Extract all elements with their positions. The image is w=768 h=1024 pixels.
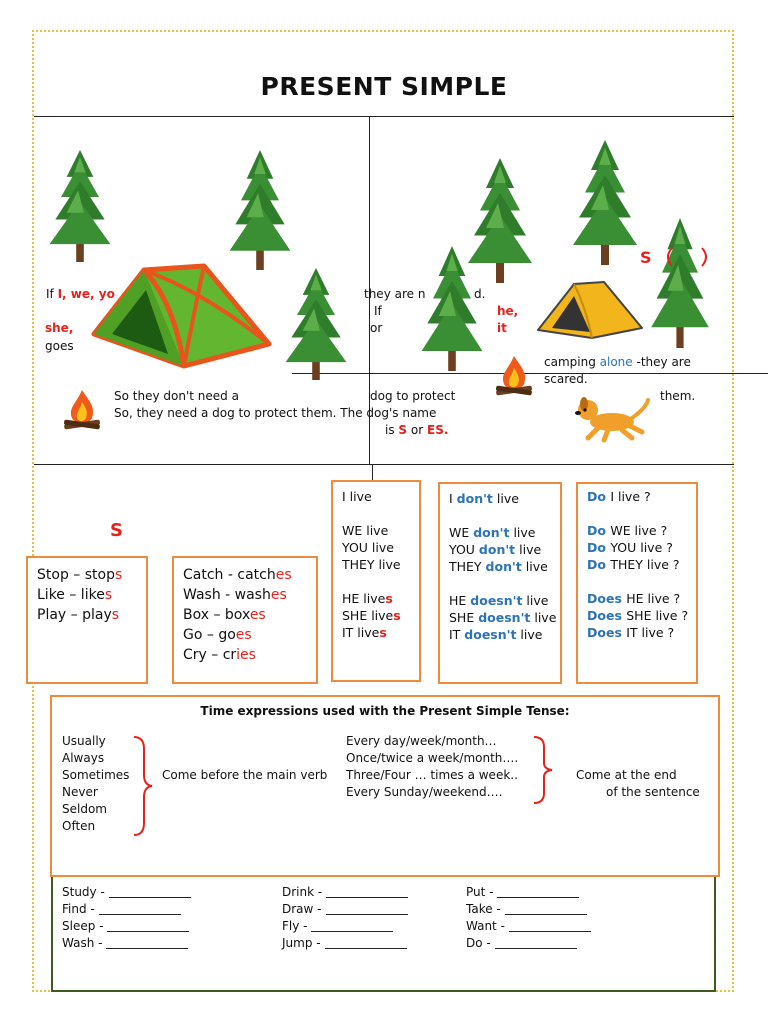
question-row <box>587 488 688 505</box>
story-she: she, <box>45 321 74 335</box>
negative-box <box>438 482 562 684</box>
verb-ending: s <box>385 591 393 606</box>
story-he: he, <box>497 304 519 318</box>
rule-base: Cry – cr <box>183 647 237 663</box>
affirmative-row <box>342 488 401 505</box>
story-s-mark: S <box>640 248 652 267</box>
rules-es-list <box>183 565 292 665</box>
verb-form: HE live <box>342 591 386 606</box>
question-row <box>587 522 688 539</box>
campfire-icon <box>62 388 102 432</box>
negative-row <box>449 592 556 609</box>
question-row <box>587 607 688 624</box>
story-pronouns: I, we, yo <box>57 287 115 301</box>
negative-row <box>449 626 556 643</box>
subject: HE <box>449 593 471 608</box>
exercise-verb: Study - <box>62 885 105 899</box>
exercise-verb: Sleep - <box>62 919 104 933</box>
adverb-item: Sometimes <box>62 768 130 782</box>
right-bracket-icon <box>530 735 556 805</box>
rule-ending: es <box>275 567 292 583</box>
answer-blank[interactable] <box>326 897 408 898</box>
exercise-item <box>62 918 191 935</box>
rule-ending: s <box>114 567 123 583</box>
negative-row <box>449 507 556 524</box>
exercise-item <box>62 884 191 901</box>
rules-es-box <box>172 556 318 684</box>
adverb-item: Always <box>62 751 105 765</box>
phrase-item: Once/twice a week/month…. <box>346 751 519 765</box>
exercise-verb: Wash - <box>62 936 103 950</box>
story-camping: camping <box>544 355 596 369</box>
answer-blank[interactable] <box>325 948 407 949</box>
answer-blank[interactable] <box>505 914 587 915</box>
affirmative-row <box>342 624 401 641</box>
time-expressions-box <box>50 695 720 877</box>
pine-tree-icon <box>680 218 681 219</box>
story-scared: scared. <box>544 372 588 386</box>
question-rest: IT live ? <box>626 625 675 640</box>
subject: I <box>449 491 457 506</box>
rule-base: Like – like <box>37 587 105 603</box>
pine-tree-icon <box>500 158 501 159</box>
question-rest: SHE live ? <box>626 608 689 623</box>
exercise-verb: Jump - <box>282 936 321 950</box>
subject: IT <box>449 627 465 642</box>
before-main-verb: Come before the main verb <box>162 768 328 782</box>
answer-blank[interactable] <box>495 948 577 949</box>
rule-item <box>183 585 292 605</box>
verb-ending: s <box>393 608 401 623</box>
verb: live <box>530 610 557 625</box>
divider-middle <box>34 464 734 465</box>
story-goes: goes <box>45 339 74 353</box>
auxiliary: Do <box>587 523 611 538</box>
auxiliary: doesn't <box>464 627 517 642</box>
affirmative-row <box>342 607 401 624</box>
affirmative-box <box>331 480 421 682</box>
story-camping-rest: -they are <box>636 355 691 369</box>
negative-row <box>449 524 556 541</box>
affirmative-row <box>342 573 401 590</box>
exercise-item <box>466 935 591 952</box>
verb-form: THEY live <box>342 557 401 572</box>
affirmative-row <box>342 505 401 522</box>
auxiliary: Do <box>587 557 611 572</box>
rule-ending: ies <box>236 647 256 663</box>
exercise-item <box>282 918 408 935</box>
story-need-a: So they don't need a <box>114 389 239 403</box>
subject: WE <box>449 525 474 540</box>
rule-ending: es <box>270 587 287 603</box>
answer-blank[interactable] <box>106 948 188 949</box>
story-alone: alone <box>599 355 633 369</box>
question-rest: YOU live ? <box>610 540 673 555</box>
come-at-end: Come at the end <box>576 768 677 782</box>
pine-tree-icon <box>80 150 81 151</box>
exercise-verb: Find - <box>62 902 95 916</box>
story-is-line <box>385 422 448 439</box>
red-bracket-icon <box>660 246 714 268</box>
negative-row <box>449 541 556 558</box>
rule-ending: s <box>111 607 120 623</box>
question-row <box>587 505 688 522</box>
exercise-verb: Want - <box>466 919 505 933</box>
question-row <box>587 556 688 573</box>
s-heading: S <box>110 520 123 541</box>
story-or: or <box>370 321 383 335</box>
auxiliary: don't <box>485 559 522 574</box>
rule-ending: es <box>249 607 266 623</box>
phrase-item: Three/Four … times a week.. <box>346 768 518 782</box>
exercise-verb: Put - <box>466 885 494 899</box>
verb: live <box>492 491 519 506</box>
story-if-2: If <box>374 304 382 318</box>
story-they-end: d. <box>474 287 486 301</box>
auxiliary: doesn't <box>470 593 523 608</box>
pine-tree-icon <box>605 140 606 141</box>
rule-item <box>37 605 122 625</box>
adverb-item: Usually <box>62 734 106 748</box>
exercise-item <box>466 884 591 901</box>
exercise-item <box>282 901 408 918</box>
verb: live <box>516 627 543 642</box>
verb-form: YOU live <box>342 540 394 555</box>
rule-base: Play – play <box>37 607 112 623</box>
exercise-item <box>466 918 591 935</box>
phrase-item: Every Sunday/weekend…. <box>346 785 503 799</box>
dog-icon <box>574 394 652 442</box>
answer-blank[interactable] <box>326 914 408 915</box>
story-is: is <box>385 423 395 437</box>
answer-blank[interactable] <box>509 931 591 932</box>
exercise-item <box>282 935 408 952</box>
negative-list <box>449 490 556 643</box>
time-heading: Time expressions used with the Present Simple Tense: <box>200 704 570 718</box>
story-camping-line <box>544 354 691 371</box>
story-if-line <box>46 286 115 303</box>
story-dog-protect: dog to protect <box>370 389 456 403</box>
exercise-verb: Do - <box>466 936 491 950</box>
rules-s-box <box>26 556 148 684</box>
exercise-col-1 <box>62 884 191 952</box>
question-row <box>587 590 688 607</box>
subject: YOU <box>449 542 479 557</box>
rule-ending: es <box>235 627 252 643</box>
adverb-item: Never <box>62 785 98 799</box>
page-title: PRESENT SIMPLE <box>260 72 508 101</box>
story-them: them. <box>660 389 696 403</box>
answer-blank[interactable] <box>497 897 579 898</box>
adverb-item: Seldom <box>62 802 107 816</box>
exercise-item <box>466 901 591 918</box>
story-es: ES. <box>427 423 449 437</box>
question-rest: THEY live ? <box>610 557 680 572</box>
auxiliary: Does <box>587 608 627 623</box>
adverb-list <box>62 733 129 835</box>
answer-blank[interactable] <box>99 914 181 915</box>
rule-item <box>183 625 292 645</box>
divider-top <box>34 116 734 117</box>
rule-base: Catch - catch <box>183 567 276 583</box>
auxiliary: Does <box>587 625 627 640</box>
exercise-col-2 <box>282 884 408 952</box>
subject: THEY <box>449 559 486 574</box>
answer-blank[interactable] <box>107 931 189 932</box>
answer-blank[interactable] <box>311 931 393 932</box>
rules-s-list <box>37 565 122 625</box>
exercise-item <box>282 884 408 901</box>
exercise-verb: Fly - <box>282 919 308 933</box>
story-s: S <box>398 423 408 437</box>
left-bracket-icon <box>130 735 156 837</box>
question-row <box>587 539 688 556</box>
negative-row <box>449 575 556 592</box>
exercise-verb: Draw - <box>282 902 322 916</box>
phrase-list <box>346 733 518 801</box>
question-box <box>576 482 698 684</box>
exercise-item <box>62 901 191 918</box>
rule-ending: s <box>104 587 113 603</box>
exercise-verb: Drink - <box>282 885 323 899</box>
question-row <box>587 573 688 590</box>
auxiliary: Do <box>587 540 611 555</box>
adverb-item: Often <box>62 819 96 833</box>
question-list <box>587 488 688 641</box>
green-tent-icon <box>84 262 274 372</box>
story-need-dog: So, they need a dog to protect them. The dog's name <box>114 406 437 420</box>
story-or-2: or <box>410 423 424 437</box>
verb: live <box>515 542 542 557</box>
question-rest: WE live ? <box>610 523 668 538</box>
affirmative-list <box>342 488 401 641</box>
rule-item <box>183 565 292 585</box>
auxiliary: Does <box>587 591 627 606</box>
exercise-item <box>62 935 191 952</box>
verb: live <box>522 593 549 608</box>
verb-form: IT live <box>342 625 380 640</box>
affirmative-row <box>342 556 401 573</box>
auxiliary: doesn't <box>478 610 531 625</box>
rule-item <box>183 645 292 665</box>
affirmative-row <box>342 522 401 539</box>
pine-tree-icon <box>260 150 261 151</box>
auxiliary: don't <box>478 542 516 557</box>
negative-row <box>449 558 556 575</box>
exercise-verb: Take - <box>466 902 501 916</box>
question-rest: HE live ? <box>626 591 681 606</box>
of-sentence: of the sentence <box>606 785 700 799</box>
story-it: it <box>497 321 507 335</box>
phrase-item: Every day/week/month… <box>346 734 497 748</box>
verb-form: WE live <box>342 523 389 538</box>
rule-base: Go – go <box>183 627 236 643</box>
negative-row <box>449 609 556 626</box>
verb-form: I live <box>342 489 372 504</box>
yellow-tent-icon <box>534 278 646 342</box>
negative-row <box>449 490 556 507</box>
verb-ending: s <box>379 625 387 640</box>
rule-item <box>183 605 292 625</box>
rule-base: Stop – stop <box>37 567 115 583</box>
campfire-icon <box>494 354 534 398</box>
story-they-line <box>364 286 425 303</box>
verb: live <box>521 559 548 574</box>
affirmative-row <box>342 539 401 556</box>
subject: SHE <box>449 610 479 625</box>
rule-base: Wash - wash <box>183 587 271 603</box>
auxiliary: Do <box>587 489 611 504</box>
verb: live <box>509 525 536 540</box>
rule-item <box>37 585 122 605</box>
question-row <box>587 624 688 641</box>
exercise-col-3 <box>466 884 591 952</box>
auxiliary: don't <box>456 491 493 506</box>
auxiliary: don't <box>473 525 510 540</box>
question-rest: I live ? <box>610 489 651 504</box>
rule-base: Box – box <box>183 607 250 623</box>
story-they: they are n <box>364 287 426 301</box>
rule-item <box>37 565 122 585</box>
story-if: If <box>46 287 54 301</box>
pine-tree-icon <box>316 268 317 269</box>
verb-form: SHE live <box>342 608 394 623</box>
answer-blank[interactable] <box>109 897 191 898</box>
pine-tree-icon <box>452 246 453 247</box>
affirmative-row <box>342 590 401 607</box>
